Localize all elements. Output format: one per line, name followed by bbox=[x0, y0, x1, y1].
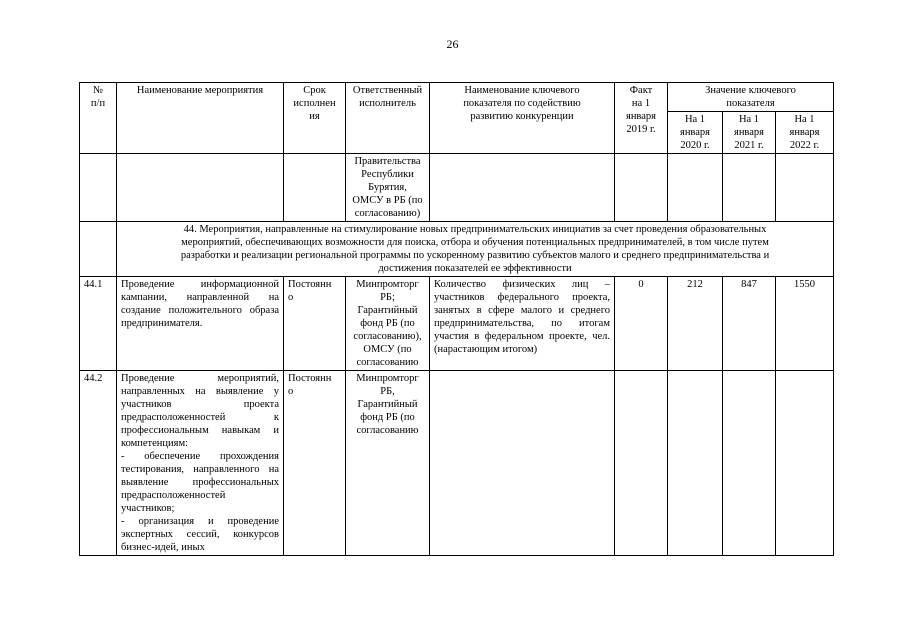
header-year-2022: На 1 января 2022 г. bbox=[776, 112, 834, 154]
table-header-row bbox=[80, 83, 834, 112]
cell-empty bbox=[284, 154, 346, 222]
cell-empty bbox=[776, 371, 834, 556]
cell-empty bbox=[668, 371, 723, 556]
row-activity: Проведение мероприятий, направленных на выявление у участников проекта предрасположенностей к профессиональным навыкам и компетенциям: - обеспечение прохождения тестирования, направленного на выявление профессиональных предрасположенностей участников; - организация и проведение экспертных сессий, конкурсов бизнес-идей, иных bbox=[117, 371, 284, 556]
row-num: 44.2 bbox=[80, 371, 117, 556]
row-fact-2019: 0 bbox=[615, 277, 668, 371]
measures-table bbox=[79, 82, 834, 556]
row-value-2022: 1550 bbox=[776, 277, 834, 371]
section-title: 44. Мероприятия, направленные на стимулирование новых предпринимательских инициатив за счет проведения образовательных мероприятий, обеспечивающих возможности для поиска, отбора и обучения потенциальных предпринимателей, в том числе путем разработки и реализации региональной программы по ускоренному развитию субъектов малого и среднего предпринимательства и достижения показателей ее эффективности bbox=[117, 222, 834, 277]
row-num: 44.1 bbox=[80, 277, 117, 371]
row-value-2020: 212 bbox=[668, 277, 723, 371]
row-responsible: Минпромторг РБ; Гарантийный фонд РБ (по согласованию), ОМСУ (по согласованию bbox=[346, 277, 430, 371]
row-indicator: Количество физических лиц – участников федерального проекта, занятых в сфере малого и среднего предпринимательства, по итогам участия в федеральном проекте, чел. (нарастающим итогом) bbox=[430, 277, 615, 371]
header-num: № п/п bbox=[80, 83, 117, 154]
row-responsible: Минпромторг РБ, Гарантийный фонд РБ (по согласованию bbox=[346, 371, 430, 556]
cell-empty bbox=[723, 371, 776, 556]
cell-empty bbox=[80, 154, 117, 222]
cell-empty bbox=[117, 154, 284, 222]
row-term: Постоянн о bbox=[284, 277, 346, 371]
header-activity: Наименование мероприятия bbox=[117, 83, 284, 154]
table-row bbox=[80, 371, 834, 556]
cell-empty bbox=[80, 222, 117, 277]
row-activity: Проведение информационной кампании, направленной на создание положительного образа предпринимателя. bbox=[117, 277, 284, 371]
row-term: Постоянн о bbox=[284, 371, 346, 556]
cell-empty bbox=[615, 154, 668, 222]
header-term: Срок исполнен ия bbox=[284, 83, 346, 154]
continuation-responsible: Правительства Республики Бурятия, ОМСУ в РБ (по согласованию) bbox=[346, 154, 430, 222]
cell-empty bbox=[723, 154, 776, 222]
header-year-2020: На 1 января 2020 г. bbox=[668, 112, 723, 154]
page-number: 26 bbox=[446, 37, 459, 51]
cell-empty bbox=[430, 371, 615, 556]
cell-empty bbox=[776, 154, 834, 222]
header-year-2021: На 1 января 2021 г. bbox=[723, 112, 776, 154]
table-row bbox=[80, 277, 834, 371]
cell-empty bbox=[668, 154, 723, 222]
header-value-group: Значение ключевого показателя bbox=[668, 83, 834, 112]
cell-empty bbox=[430, 154, 615, 222]
section-row bbox=[80, 222, 834, 277]
cell-empty bbox=[615, 371, 668, 556]
continuation-row bbox=[80, 154, 834, 222]
header-responsible: Ответственный исполнитель bbox=[346, 83, 430, 154]
row-value-2021: 847 bbox=[723, 277, 776, 371]
header-fact: Факт на 1 января 2019 г. bbox=[615, 83, 668, 154]
header-indicator: Наименование ключевого показателя по содействию развитию конкуренции bbox=[430, 83, 615, 154]
